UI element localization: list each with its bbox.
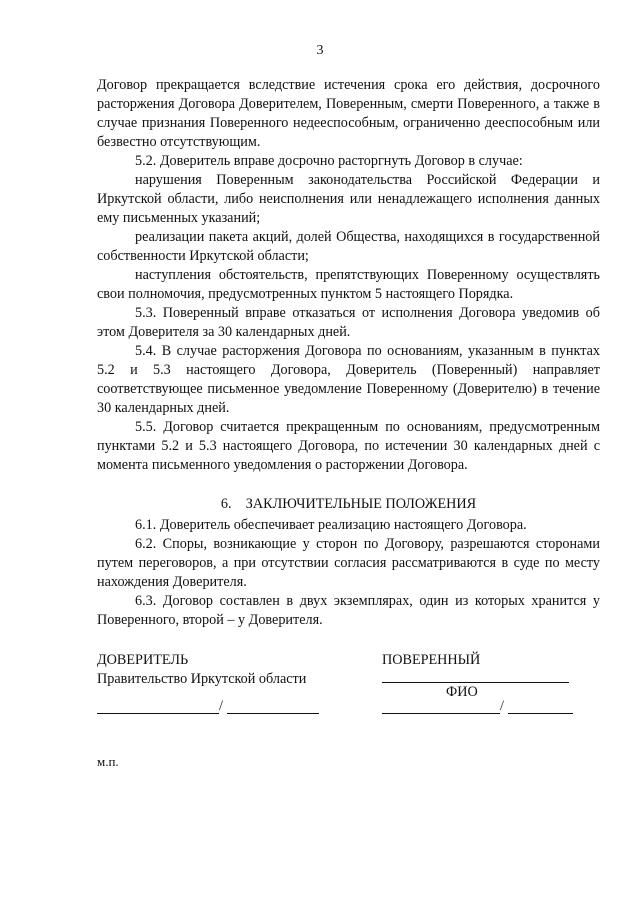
paragraph-6-3: 6.3. Договор составлен в двух экземплярах, один из которых хранится у Поверенного, второй – у Доверителя.: [97, 593, 600, 628]
stamp-place: м.п.: [97, 754, 119, 769]
right-signature-slash: /: [500, 698, 504, 714]
right-name-line: [508, 713, 573, 714]
paragraph-5-2-b: реализации пакета акций, долей Общества, находящихся в государственной собственности Иркутской области;: [97, 229, 600, 264]
paragraph-6-1: 6.1. Доверитель обеспечивает реализацию настоящего Договора.: [135, 517, 527, 533]
paragraph-5-3: 5.3. Поверенный вправе отказаться от исполнения Договора уведомив об этом Доверителя за 30 календарных дней.: [97, 305, 600, 340]
page-number: 3: [316, 43, 324, 58]
left-signatory-title: ДОВЕРИТЕЛЬ: [97, 652, 189, 668]
left-signature-line: [97, 713, 219, 714]
document-body: [97, 76, 600, 630]
paragraph-5-2: 5.2. Доверитель вправе досрочно расторгнуть Договор в случае:: [135, 153, 523, 169]
paragraph-6-2: 6.2. Споры, возникающие у сторон по Договору, разрешаются сторонами путем переговоров, а при отсутствии согласия рассматриваются в суде по месту нахождения Доверителя.: [97, 536, 600, 590]
paragraph-termination: Договор прекращается вследствие истечения срока его действия, досрочного расторжения Договора Доверителем, Поверенным, смерти Поверенного, а также в случае признания Поверенного недееспособным, ограниченно дееспособным или безвестно отсутствующим.: [97, 77, 600, 150]
left-signatory-org: Правительство Иркутской области: [97, 671, 307, 687]
paragraph-5-2-a: нарушения Поверенным законодательства Российской Федерации и Иркутской области, либо неисполнения или ненадлежащего исполнения данных ему письменных указаний;: [97, 172, 600, 226]
paragraph-5-4: 5.4. В случае расторжения Договора по основаниям, указанным в пунктах 5.2 и 5.3 настоящего Договора, Доверитель (Поверенный) направляет соответствующее письменное уведомление Поверенному (Доверителю) в течение 30 календарных дней.: [97, 343, 600, 416]
left-signature-slash: /: [219, 698, 223, 714]
right-signatory-title: ПОВЕРЕННЫЙ: [382, 652, 481, 668]
right-fio-caption: ФИО: [446, 684, 478, 700]
paragraph-5-5: 5.5. Договор считается прекращенным по основаниям, предусмотренным пунктами 5.2 и 5.3 настоящего Договора, по истечении 30 календарных дней с момента письменного уведомления о расторжении Договора.: [97, 419, 600, 473]
left-name-line: [227, 713, 319, 714]
right-signature-line: [382, 713, 500, 714]
paragraph-5-2-c: наступления обстоятельств, препятствующих Поверенному осуществлять свои полномочия, предусмотренных пунктом 5 настоящего Порядка.: [97, 267, 600, 302]
section-6-heading: 6. ЗАКЛЮЧИТЕЛЬНЫЕ ПОЛОЖЕНИЯ: [220, 496, 477, 512]
